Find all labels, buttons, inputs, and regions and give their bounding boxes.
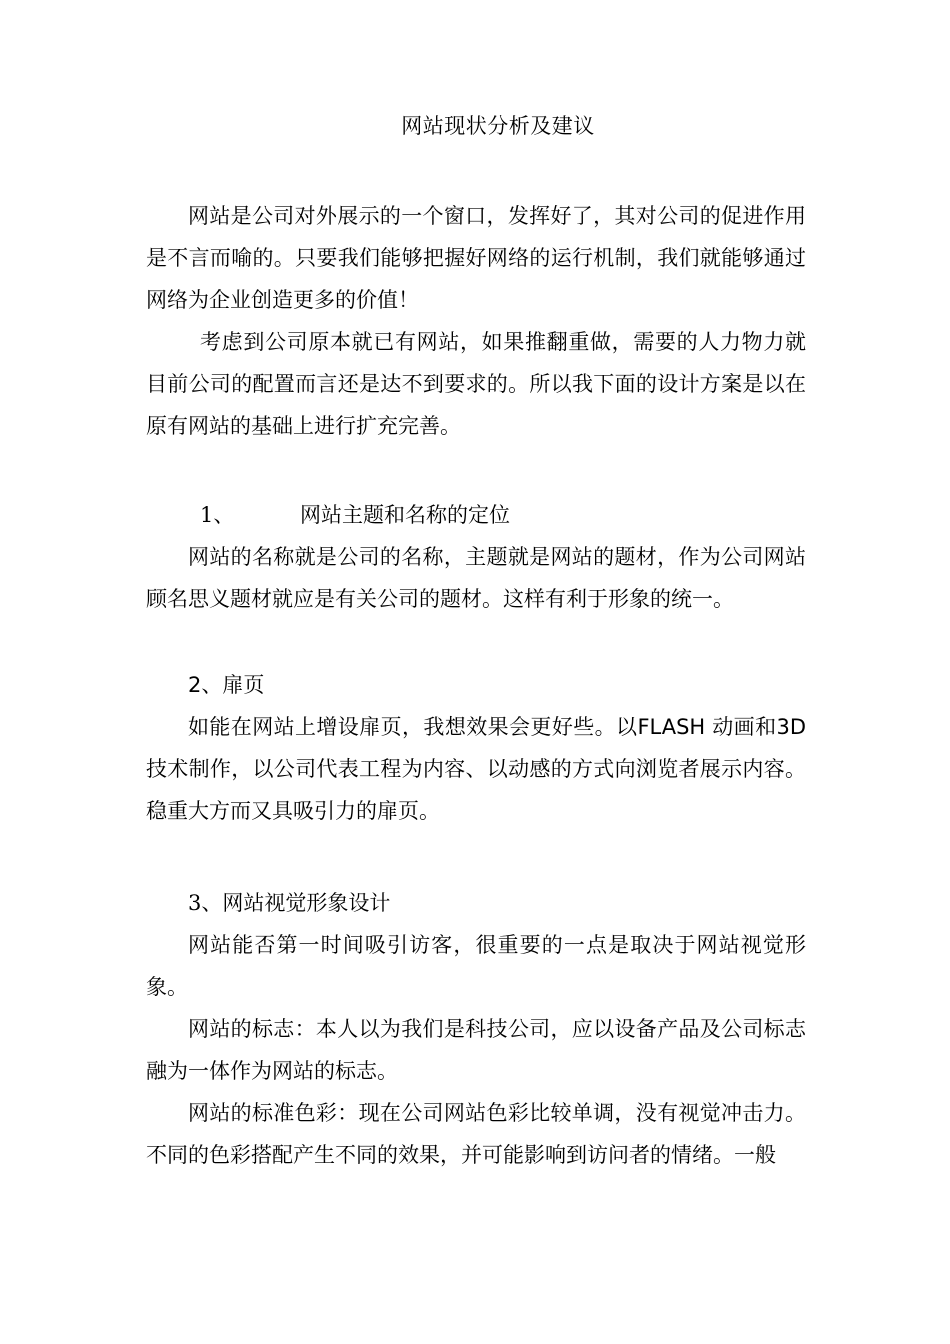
section-2-text-c: 技术制作，以公司代表工程为内容、以动感的方式向浏览者展示内容。稳重大方而又具吸引力的扉页。 <box>146 757 806 823</box>
intro-paragraph-1: 网站是公司对外展示的一个窗口，发挥好了，其对公司的促进作用是不言而喻的。只要我们能够把握好网络的运行机制，我们就能够通过网络为企业创造更多的价值！ <box>146 204 806 312</box>
section-3-paragraph-1: 网站能否第一时间吸引访客，很重要的一点是取决于网站视觉形象。 <box>146 933 806 999</box>
section-2-heading-text: 、扉页 <box>201 673 265 697</box>
section-2-heading <box>146 664 806 706</box>
section-1-number: 1、 <box>200 503 235 527</box>
section-1-heading-text: 网站主题和名称的定位 <box>300 503 510 527</box>
section-2 <box>146 664 806 832</box>
section-3-paragraph-2: 网站的标志：本人以为我们是科技公司，应以设备产品及公司标志融为一体作为网站的标志。 <box>146 1017 806 1083</box>
section-3-heading: 3、网站视觉形象设计 <box>188 891 391 915</box>
intro-paragraph-2: 考虑到公司原本就已有网站，如果推翻重做，需要的人力物力就目前公司的配置而言还是达不到要求的。所以我下面的设计方案是以在原有网站的基础上进行扩充完善。 <box>146 330 806 438</box>
document-title: 网站现状分析及建议 <box>401 114 595 138</box>
section-2-text-a: 如能在网站上增设扉页，我想效果会更好些。以 <box>188 715 638 739</box>
section-2-text-b: 动画和 <box>705 715 777 739</box>
section-3-paragraph-3: 网站的标准色彩：现在公司网站色彩比较单调，没有视觉冲击力。不同的色彩搭配产生不同的效果，并可能影响到访问者的情绪。一般 <box>146 1101 806 1167</box>
intro-section <box>146 195 806 447</box>
3d-term: 3D <box>776 715 806 739</box>
section-1-paragraph: 网站的名称就是公司的名称，主题就是网站的题材，作为公司网站顾名思义题材就应是有关公司的题材。这样有利于形象的统一。 <box>146 545 806 611</box>
section-2-number: 2 <box>188 673 202 697</box>
section-1-heading <box>146 494 806 536</box>
flash-term: FLASH <box>637 715 706 739</box>
section-2-paragraph <box>146 706 806 832</box>
section-3 <box>146 882 806 1176</box>
section-1 <box>146 494 806 620</box>
